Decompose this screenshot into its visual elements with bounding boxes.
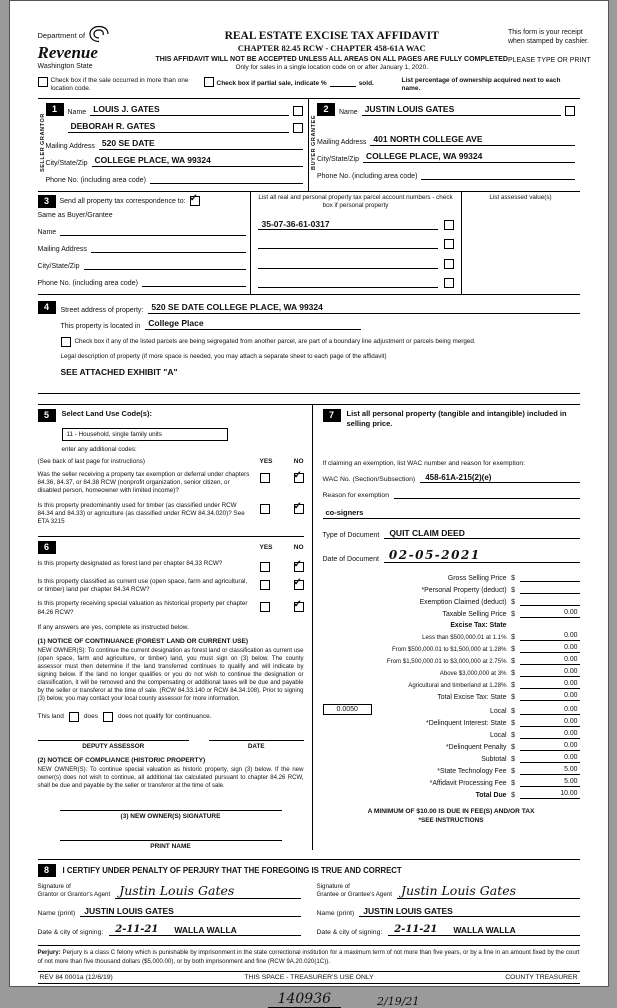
grantor-signature-block bbox=[38, 883, 301, 936]
buyer-city-label: City/State/Zip bbox=[317, 155, 360, 163]
grantor-signature-field[interactable]: Justin Louis Gates bbox=[115, 883, 300, 899]
wac-label: WAC No. (Section/Subsection) bbox=[322, 476, 416, 484]
new-owner-print-name-line[interactable]: PRINT NAME bbox=[60, 840, 282, 850]
s3-phone-label: Phone No. (including area code) bbox=[37, 279, 138, 287]
please-type-label: PLEASE TYPE OR PRINT bbox=[507, 57, 591, 65]
ownership-label: List percentage of ownership acquired next to each name. bbox=[401, 77, 561, 93]
top-checkbox-row bbox=[38, 77, 580, 94]
seller-mailing-field[interactable]: 520 SE DATE bbox=[99, 139, 303, 150]
row-delinquent-penalty: *Delinquent Penalty $ 0.00 bbox=[445, 742, 578, 752]
grantor-sig-label-1: Signature of bbox=[37, 882, 71, 890]
row-taxable-selling-price: Taxable Selling Price $ 0.00 bbox=[442, 609, 578, 619]
partial-sale-checkbox[interactable] bbox=[204, 77, 214, 87]
perjury-note bbox=[38, 945, 580, 966]
notice-continuance-title: (1) NOTICE OF CONTINUANCE (FOREST LAND OR CURRENT USE) bbox=[37, 637, 249, 645]
parcel-personal-checkbox-4[interactable] bbox=[444, 278, 454, 288]
gross-selling-price-field[interactable] bbox=[520, 573, 580, 582]
seller-name-field[interactable]: LOUIS J. GATES bbox=[90, 105, 289, 116]
grantee-sig-label-1: Signature of bbox=[316, 882, 350, 890]
seller-name2-field[interactable]: DEBORAH R. GATES bbox=[68, 122, 290, 133]
row-excise-tax-state-header: Excise Tax: State bbox=[450, 622, 507, 630]
left-column bbox=[38, 405, 313, 850]
assessed-values-header: List assessed value(s) bbox=[489, 193, 552, 201]
row-total-due: Total Due $ 10.00 bbox=[475, 790, 578, 800]
parcel-personal-checkbox-1[interactable] bbox=[444, 220, 454, 230]
section-6-badge: 6 bbox=[38, 541, 56, 554]
buyer-ownership-pct-box-1[interactable] bbox=[565, 106, 575, 116]
segregated-checkbox[interactable] bbox=[61, 337, 71, 347]
partial-sale-percent-field[interactable] bbox=[330, 79, 356, 87]
form-chapter: CHAPTER 82.45 RCW - CHAPTER 458-61A WAC bbox=[237, 43, 426, 53]
grantor-name-print-field[interactable]: JUSTIN LOUIS GATES bbox=[80, 906, 300, 917]
excise-tax-table bbox=[323, 573, 580, 799]
section-1-badge: 1 bbox=[46, 103, 64, 116]
section-6 bbox=[38, 536, 304, 850]
bracket-1-field[interactable]: 0.00 bbox=[520, 632, 580, 641]
segregated-label: Check box if any of the listed parcels are being segregated from another parcel, are part of a boundary line adjustment or parcels being merged. bbox=[74, 338, 476, 346]
bracket-3-field[interactable]: 0.00 bbox=[520, 656, 580, 665]
sold-label: sold. bbox=[358, 80, 374, 87]
s3-phone-field[interactable] bbox=[142, 276, 246, 287]
row-bracket-2: From $500,000.01 to $1,500,000 at 1.28% $ 0.00 bbox=[391, 644, 578, 654]
reason-exemption-field-2[interactable]: co-signers bbox=[323, 508, 580, 519]
minimum-due-note: A MINIMUM OF $10.00 IS DUE IN FEE(S) AND/OR TAX bbox=[367, 808, 535, 816]
middle-columns bbox=[38, 404, 580, 850]
see-back-label: (See back of last page for instructions) bbox=[37, 457, 145, 465]
total-excise-state-field[interactable]: 0.00 bbox=[520, 692, 580, 701]
personal-property-deduct-field[interactable] bbox=[520, 585, 580, 594]
notice-compliance-title: (2) NOTICE OF COMPLIANCE (HISTORIC PROPERTY) bbox=[37, 756, 206, 764]
treasurer-stamp-area bbox=[38, 991, 580, 1008]
parcel-number-field[interactable]: 35-07-36-61-0317 bbox=[258, 219, 438, 230]
parcel-personal-checkbox-2[interactable] bbox=[444, 239, 454, 249]
partial-sale-label: Check box if partial sale, indicate % bbox=[216, 80, 327, 87]
row-personal-property-deduct: *Personal Property (deduct) $ bbox=[323, 585, 580, 594]
s5-yes-header: YES bbox=[259, 457, 273, 465]
dept-of-label: Department of bbox=[37, 30, 86, 40]
section-4-badge: 4 bbox=[38, 301, 56, 314]
does-not-label: does not qualify for continuance. bbox=[117, 713, 212, 720]
treasurer-space-label: THIS SPACE - TREASURER'S USE ONLY bbox=[244, 974, 374, 982]
buyer-name-label: Name bbox=[339, 108, 358, 116]
parcel-personal-checkbox-3[interactable] bbox=[444, 259, 454, 269]
s6-yes-header: YES bbox=[259, 543, 273, 551]
buyer-phone-label: Phone No. (including area code) bbox=[317, 172, 418, 180]
s3-city-field[interactable] bbox=[84, 259, 246, 270]
header bbox=[37, 25, 591, 71]
delinquent-interest-state-field[interactable]: 0.00 bbox=[520, 718, 580, 727]
type-of-document-label: Type of Document bbox=[322, 532, 380, 540]
seller-city-label: City/State/Zip bbox=[45, 159, 88, 167]
seller-ownership-pct-box-1[interactable] bbox=[293, 106, 303, 116]
seller-mailing-label: Mailing Address bbox=[45, 142, 95, 150]
s6-q1-no-checkbox[interactable] bbox=[294, 562, 304, 572]
grantee-date-city-label: Date & city of signing: bbox=[316, 928, 383, 936]
see-instructions-note: *SEE INSTRUCTIONS bbox=[418, 817, 484, 825]
agency-name: Revenue bbox=[37, 43, 98, 62]
if-yes-note: If any answers are yes, complete as instructed below. bbox=[37, 623, 189, 631]
land-does-checkbox[interactable] bbox=[69, 712, 79, 722]
street-address-label: Street address of property: bbox=[60, 306, 144, 314]
grantee-signature-field[interactable]: Justin Louis Gates bbox=[397, 883, 580, 899]
s6-question-2: Is this property classified as current use (open space, farm and agricultural, or timber) land per chapter 84.34 RCW? bbox=[37, 577, 248, 593]
s6-q2-no-checkbox[interactable] bbox=[294, 580, 304, 590]
row-total-excise-state: Total Excise Tax: State $ 0.00 bbox=[437, 692, 578, 702]
multi-location-checkbox[interactable] bbox=[38, 77, 48, 87]
row-gross-selling-price: Gross Selling Price $ bbox=[323, 573, 580, 582]
notice-continuance-body: NEW OWNER(S): To continue the current designation as forest land or classification as current use (open space, farm and agriculture, or timber) land, you must sign on (3) below. The county assessor must then determine if the land transferred continues to qualify and will indicate by signing below. If the land no longer qualifies or you do not wish to continue the designation or classification, it will be removed and the compensating or additional taxes will be due and payable by the seller or transferor at the time of sale. (RCW 84.33.140 or RCW 84.34.108). Prior to signing (3) below, you may contact your local county assessor for more information. bbox=[37, 647, 304, 703]
buyer-city-field[interactable]: COLLEGE PLACE, WA 99324 bbox=[363, 152, 574, 163]
row-bracket-4: Above $3,000,000 at 3% $ 0.00 bbox=[439, 668, 578, 678]
deputy-assessor-date-line[interactable]: DATE bbox=[209, 740, 304, 750]
buyer-section bbox=[308, 99, 580, 191]
section-8 bbox=[38, 859, 580, 936]
s6-no-header: NO bbox=[293, 543, 304, 551]
s3-city-label: City/State/Zip bbox=[37, 262, 80, 270]
grantor-date-city-field[interactable]: 2-11-21 WALLA WALLA bbox=[109, 924, 300, 936]
agency-state: Washington State bbox=[37, 63, 93, 70]
buyer-name-field[interactable]: JUSTIN LOUIS GATES bbox=[362, 105, 561, 116]
same-as-buyer-label: Same as Buyer/Grantee bbox=[37, 211, 113, 219]
this-land-label: This land bbox=[37, 713, 64, 720]
delinquent-penalty-field[interactable]: 0.00 bbox=[520, 742, 580, 751]
seller-phone-field[interactable] bbox=[150, 173, 303, 184]
s5-question-1: Was the seller receiving a property tax exemption or deferral under chapters 84.36, 84.37, or 84.38 RCW (nonprofit organization, senior citizen, or disabled person, homeowner with limited income)? bbox=[37, 470, 250, 495]
send-correspondence-label: Send all property tax correspondence to: bbox=[59, 197, 186, 205]
s5-q2-no-checkbox[interactable] bbox=[294, 504, 304, 514]
grantor-sig-label-2: Grantor or Grantor's Agent bbox=[37, 890, 111, 898]
reason-exemption-label: Reason for exemption bbox=[322, 492, 389, 500]
additional-codes-label: enter any additional codes: bbox=[61, 445, 137, 453]
county-treasurer-label: COUNTY TREASURER bbox=[505, 974, 578, 982]
s5-q1-yes-checkbox[interactable] bbox=[260, 473, 270, 483]
bracket-4-field[interactable]: 0.00 bbox=[520, 668, 580, 677]
grantee-date-city-field[interactable]: 2-11-21 WALLA WALLA bbox=[388, 924, 579, 936]
row-agricultural-timberland: Agricultural and timberland at 1.28% $ 0.00 bbox=[408, 680, 578, 690]
reason-exemption-field[interactable] bbox=[394, 489, 580, 499]
seller-side-label: SELLER GRANTOR bbox=[39, 112, 46, 172]
buyer-side-label: BUYER GRANTEE bbox=[311, 114, 317, 171]
s6-q2-yes-checkbox[interactable] bbox=[260, 580, 270, 590]
section-7-badge: 7 bbox=[323, 409, 341, 422]
total-due-field[interactable]: 10.00 bbox=[520, 790, 580, 799]
perjury-text: Perjury is a class C felony which is punishable by imprisonment in the state correctional institution for a maximum term of not more than five years, or by a fine in an amount fixed by the court of not more than five thousand dollars ($5,000.00), or by both imprisonment and fine (RCW 9A.20.020(1C)). bbox=[37, 948, 580, 965]
s3-mailing-label: Mailing Address bbox=[37, 245, 87, 253]
agricultural-field[interactable]: 0.00 bbox=[520, 680, 580, 689]
multi-location-label: Check box if the sale occurred in more than one location code. bbox=[50, 77, 189, 93]
wac-number-field[interactable]: 458-61A-215(2)(e) bbox=[420, 473, 579, 483]
s3-name-field[interactable] bbox=[60, 225, 245, 236]
stamp-date: 2/19/21 bbox=[377, 995, 420, 1008]
section-2-badge: 2 bbox=[317, 103, 335, 116]
seller-name-label: Name bbox=[67, 108, 87, 116]
date-of-document-field[interactable]: 02-05-2021 bbox=[384, 548, 580, 563]
seller-section bbox=[38, 99, 309, 191]
section-3 bbox=[38, 192, 580, 295]
affidavit-processing-fee-field[interactable]: 5.00 bbox=[520, 778, 580, 787]
s6-q3-yes-checkbox[interactable] bbox=[260, 602, 270, 612]
grantee-sig-label-2: Grantee or Grantee's Agent bbox=[316, 890, 392, 898]
deputy-assessor-signature-line[interactable]: DEPUTY ASSESSOR bbox=[38, 740, 189, 750]
grantor-name-print-label: Name (print) bbox=[37, 909, 76, 917]
s5-q1-no-checkbox[interactable] bbox=[294, 473, 304, 483]
buyer-spacer bbox=[317, 116, 575, 129]
parcel-number-field-4[interactable] bbox=[258, 277, 438, 288]
section-7 bbox=[313, 405, 580, 850]
row-exemption-claimed: Exemption Claimed (deduct) $ bbox=[323, 597, 580, 606]
s5-q2-yes-checkbox[interactable] bbox=[260, 504, 270, 514]
grantee-name-print-field[interactable]: JUSTIN LOUIS GATES bbox=[359, 906, 579, 917]
row-bracket-1: Less than $500,000.01 at 1.1% $ 0.00 bbox=[422, 632, 578, 642]
parcel-header: List all real and personal property tax parcel account numbers - check box if personal property bbox=[258, 193, 453, 210]
seller-ownership-pct-box-2[interactable] bbox=[293, 123, 303, 133]
seller-city-field[interactable]: COLLEGE PLACE, WA 99324 bbox=[92, 156, 303, 167]
type-of-document-field[interactable]: QUIT CLAIM DEED bbox=[384, 528, 579, 539]
grantee-name-print-label: Name (print) bbox=[316, 909, 355, 917]
local-rate-field[interactable]: 0.0050 bbox=[323, 704, 372, 715]
local-tax-field[interactable]: 0.00 bbox=[520, 706, 580, 715]
form-only-for: Only for sales in a single location code on or after January 1, 2020. bbox=[235, 64, 429, 71]
legal-description-field[interactable]: SEE ATTACHED EXHIBIT "A" bbox=[60, 366, 178, 377]
street-address-field[interactable]: 520 SE DATE COLLEGE PLACE, WA 99324 bbox=[148, 303, 579, 314]
perjury-label: Perjury: bbox=[37, 948, 61, 956]
grantee-signature-block bbox=[317, 883, 580, 936]
land-use-code-field[interactable]: 11 - Household, single family units bbox=[62, 428, 228, 441]
s5-question-2: Is this property predominantly used for timber (as classified under RCW 84.34 and 84.33) or agriculture (as classified under RCW 84.34.020)? See ETA 3215 bbox=[37, 501, 245, 526]
subtotal-field[interactable]: 0.00 bbox=[520, 754, 580, 763]
delinquent-interest-local-field[interactable]: 0.00 bbox=[520, 730, 580, 739]
legal-description-label: Legal description of property (if more space is needed, you may attach a separate sheet to each page of the affidavit) bbox=[60, 352, 387, 360]
form-title: REAL ESTATE EXCISE TAX AFFIDAVIT bbox=[224, 30, 439, 42]
row-delinquent-interest-state: *Delinquent Interest: State $ 0.00 bbox=[426, 718, 578, 728]
located-in-field[interactable]: College Place bbox=[145, 319, 361, 330]
form-warning: THIS AFFIDAVIT WILL NOT BE ACCEPTED UNLESS ALL AREAS ON ALL PAGES ARE FULLY COMPLETED bbox=[155, 56, 508, 63]
new-owner-signature-line[interactable]: (3) NEW OWNER(S) SIGNATURE bbox=[60, 810, 282, 820]
receipt-line-1: This form is your receipt bbox=[507, 29, 583, 36]
s3-mailing-field[interactable] bbox=[91, 242, 246, 253]
buyer-mailing-label: Mailing Address bbox=[317, 138, 367, 146]
section-5-badge: 5 bbox=[38, 409, 56, 422]
buyer-mailing-field[interactable]: 401 NORTH COLLEGE AVE bbox=[370, 135, 574, 146]
bottom-band bbox=[38, 971, 580, 984]
date-of-document-label: Date of Document bbox=[322, 556, 379, 564]
affidavit-page bbox=[9, 0, 609, 1008]
exemption-intro: If claiming an exemption, list WAC number and reason for exemption: bbox=[322, 460, 525, 468]
land-use-title: Select Land Use Code(s): bbox=[61, 408, 152, 418]
exemption-claimed-field[interactable] bbox=[520, 597, 580, 606]
form-rev-number: REV 84 0001a (12/6/19) bbox=[39, 974, 113, 982]
section-8-badge: 8 bbox=[38, 864, 56, 877]
s6-q1-yes-checkbox[interactable] bbox=[260, 562, 270, 572]
state-technology-fee-field[interactable]: 5.00 bbox=[520, 766, 580, 775]
row-bracket-3: From $1,500,000.01 to $3,000,000 at 2.75% $ 0.00 bbox=[386, 656, 578, 666]
stamp-receipt-number: 140936 bbox=[268, 991, 341, 1008]
title-block bbox=[156, 25, 508, 71]
revenue-logo bbox=[38, 25, 156, 70]
row-affidavit-processing-fee: *Affidavit Processing Fee $ 5.00 bbox=[429, 778, 578, 788]
row-subtotal: Subtotal $ 0.00 bbox=[481, 754, 578, 764]
row-state-technology-fee: *State Technology Fee $ 5.00 bbox=[437, 766, 578, 776]
notice-compliance-body: NEW OWNER(S): To continue special valuation as historic property, sign (3) below. If the new owner(s) does not wish to continue, all additional tax calculated pursuant to chapter 84.26 RCW, shall be due and payable by the seller or transferor at the time of sale. bbox=[37, 766, 304, 789]
land-does-not-checkbox[interactable] bbox=[103, 712, 113, 722]
taxable-selling-price-field[interactable]: 0.00 bbox=[520, 609, 580, 618]
receipt-note bbox=[508, 25, 617, 65]
s6-question-1: Is this property designated as forest land per chapter 84.33 RCW? bbox=[37, 559, 223, 567]
seller-phone-label: Phone No. (including area code) bbox=[45, 176, 146, 184]
s3-name-label: Name bbox=[37, 228, 57, 236]
row-delinquent-interest-local: Local $ 0.00 bbox=[490, 730, 578, 740]
parties bbox=[38, 98, 580, 192]
certify-statement: I CERTIFY UNDER PENALTY OF PERJURY THAT THE FOREGOING IS TRUE AND CORRECT bbox=[62, 865, 402, 875]
parcel-number-field-2[interactable] bbox=[258, 238, 438, 249]
grantor-date-city-label: Date & city of signing: bbox=[37, 928, 104, 936]
bracket-2-field[interactable]: 0.00 bbox=[520, 644, 580, 653]
receipt-line-2: when stamped by cashier. bbox=[507, 38, 589, 46]
section-3-badge: 3 bbox=[38, 195, 56, 208]
does-label: does bbox=[83, 713, 98, 720]
revenue-logo-icon bbox=[88, 25, 110, 45]
s5-no-header: NO bbox=[293, 457, 304, 465]
row-local-tax: 0.0050 Local $ 0.00 bbox=[323, 704, 580, 715]
located-in-label: This property is located in bbox=[60, 322, 141, 330]
s6-question-3: Is this property receiving special valuation as historical property per chapter 84.26 RCW? bbox=[37, 600, 248, 616]
parcel-number-field-3[interactable] bbox=[258, 258, 438, 269]
buyer-phone-field[interactable] bbox=[421, 169, 574, 180]
s6-q3-no-checkbox[interactable] bbox=[294, 602, 304, 612]
section-4 bbox=[38, 295, 580, 394]
same-as-buyer-checkbox[interactable] bbox=[190, 196, 200, 206]
personal-property-title: List all personal property (tangible and intangible) included in selling price. bbox=[346, 408, 567, 428]
